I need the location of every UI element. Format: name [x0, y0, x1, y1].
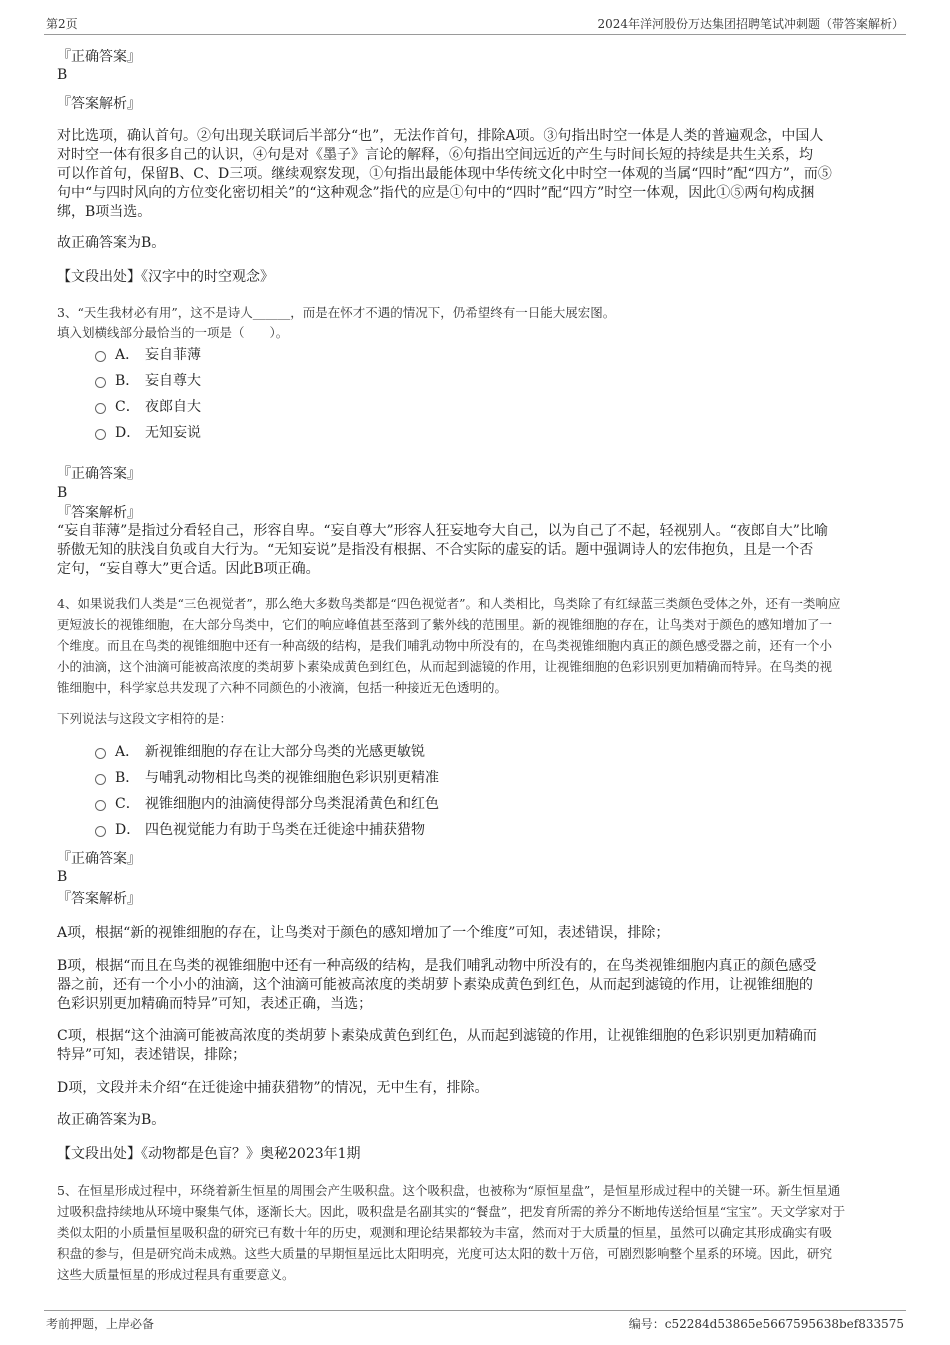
- passage-line: 过吸积盘持续地从环境中聚集气体，逐渐长大。因此，吸积盘是名副其实的“餐盘”，把发育所需的养分不断地传送给恒星“宝宝”。天文学家对于: [57, 1204, 846, 1219]
- question-stem: 3、“天生我材必有用”，这不是诗人______，而是在怀才不遇的情况下，仍希望终有一日能大展宏图。: [57, 305, 616, 320]
- radio-icon[interactable]: [95, 800, 106, 811]
- option-d[interactable]: D． 四色视觉能力有助于鸟类在迁徙途中捕获猎物: [95, 821, 425, 840]
- answer-label: 『正确答案』: [57, 49, 141, 65]
- analysis-line: 骄傲无知的肤浅自负或自大行为。“无知妄说”是指没有根据、不合实际的虚妄的话。题中强调诗人的宏伟抱负，且是一个否: [57, 542, 814, 558]
- analysis-line: 绑，B项当选。: [57, 204, 152, 220]
- analysis-label: 『答案解析』: [57, 96, 141, 112]
- question-prompt: 填入划横线部分最恰当的一项是（ ）。: [57, 325, 289, 340]
- analysis-line: 器之前，还有一个小小的油滴，这个油滴可能被高浓度的类胡萝卜素染成黄色到红色，从而起到滤镜的作用，让视锥细胞的: [57, 977, 813, 993]
- radio-icon[interactable]: [95, 351, 106, 362]
- analysis-line: 句中“与四时风向的方位变化密切相关”的“这种观念”指代的应是①句中的“四时”配“四方”时空一体观，因此①⑤两句构成捆: [57, 185, 815, 201]
- answer-value: B: [57, 869, 68, 885]
- header-divider: [44, 34, 906, 35]
- passage-line: 更短波长的视锥细胞，在大部分鸟类中，它们的响应峰值甚至落到了紫外线的范围里。新的视锥细胞的存在，让鸟类对于颜色的感知增加了一: [57, 617, 833, 632]
- analysis-label: 『答案解析』: [57, 505, 141, 521]
- answer-value: B: [57, 67, 68, 83]
- footer-slogan: 考前押题，上岸必备: [46, 1317, 155, 1331]
- analysis-line: B项，根据“而且在鸟类的视锥细胞中还有一种高级的结构，是我们哺乳动物中所没有的，在鸟类视锥细胞内真正的颜色感受: [57, 958, 817, 974]
- radio-icon[interactable]: [95, 826, 106, 837]
- option-d[interactable]: D． 无知妄说: [95, 424, 201, 443]
- radio-icon[interactable]: [95, 748, 106, 759]
- passage-line: 积盘的参与，但是研究尚未成熟。这些大质量的早期恒星远比太阳明亮，光度可达太阳的数十万倍，可剧烈影响整个星系的环境。因此，研究: [57, 1246, 833, 1261]
- radio-icon[interactable]: [95, 774, 106, 785]
- radio-icon[interactable]: [95, 403, 106, 414]
- conclusion: 故正确答案为B。: [57, 235, 166, 251]
- passage-line: 5、在恒星形成过程中，环绕着新生恒星的周围会产生吸积盘。这个吸积盘，也被称为“原恒星盘”，是恒星形成过程中的关键一环。新生恒星通: [57, 1183, 841, 1198]
- passage-line: 小的油滴，这个油滴可能被高浓度的类胡萝卜素染成黄色到红色，从而起到滤镜的作用，让视锥细胞的色彩识别更加精确而特异。在鸟类的视: [57, 659, 833, 674]
- option-b[interactable]: B． 与哺乳动物相比鸟类的视锥细胞色彩识别更精准: [95, 769, 439, 788]
- radio-icon[interactable]: [95, 429, 106, 440]
- analysis-line: 色彩识别更加精确而特异”可知，表述正确，当选；: [57, 996, 373, 1012]
- option-a[interactable]: A． 妄自菲薄: [95, 346, 201, 365]
- source-citation: 【文段出处】《汉字中的时空观念》: [57, 269, 274, 285]
- analysis-line: D项，文段并未介绍“在迁徙途中捕获猎物”的情况，无中生有，排除。: [57, 1080, 489, 1096]
- analysis-line: A项，根据“新的视锥细胞的存在，让鸟类对于颜色的感知增加了一个维度”可知，表述错误，排除；: [57, 925, 670, 941]
- document-title: 2024年洋河股份万达集团招聘笔试冲刺题（带答案解析）: [597, 17, 904, 31]
- passage-line: 个维度。而且在鸟类的视锥细胞中还有一种高级的结构，是我们哺乳动物中所没有的，在鸟类视锥细胞内真正的颜色感受器之前，还有一个小: [57, 638, 833, 653]
- conclusion: 故正确答案为B。: [57, 1112, 166, 1128]
- answer-value: B: [57, 485, 68, 501]
- analysis-label: 『答案解析』: [57, 891, 141, 907]
- analysis-line: 定句，“妄自尊大”更合适。因此B项正确。: [57, 561, 320, 577]
- radio-icon[interactable]: [95, 377, 106, 388]
- page-number: 第2页: [46, 17, 78, 31]
- analysis-line: 对比选项，确认首句。②句出现关联词后半部分“也”，无法作首句，排除A项。③句指出时空一体是人类的普遍观念，中国人: [57, 128, 824, 144]
- analysis-line: 可以作首句，保留B、C、D三项。继续观察发现，①句指出最能体现中华传统文化中时空一体观的当属“四时”配“四方”，而⑤: [57, 166, 832, 182]
- question-prompt: 下列说法与这段文字相符的是：: [57, 711, 233, 726]
- option-a[interactable]: A． 新视锥细胞的存在让大部分鸟类的光感更敏锐: [95, 743, 425, 762]
- passage-line: 类似太阳的小质量恒星吸积盘的研究已有数十年的历史，观测和理论结果都较为丰富，然而对于大质量的恒星，虽然可以确定其形成确实有吸: [57, 1225, 833, 1240]
- option-c[interactable]: C． 视锥细胞内的油滴使得部分鸟类混淆黄色和红色: [95, 795, 439, 814]
- answer-label: 『正确答案』: [57, 851, 141, 867]
- analysis-line: 特异”可知，表述错误，排除；: [57, 1047, 247, 1063]
- option-c[interactable]: C． 夜郎自大: [95, 398, 201, 417]
- footer-divider: [44, 1310, 906, 1311]
- answer-label: 『正确答案』: [57, 466, 141, 482]
- passage-line: 这些大质量恒星的形成过程具有重要意义。: [57, 1267, 295, 1282]
- source-citation: 【文段出处】《动物都是色盲？》奥秘2023年1期: [57, 1146, 361, 1162]
- passage-line: 锥细胞中，科学家总共发现了六种不同颜色的小液滴，包括一种接近无色透明的。: [57, 680, 508, 695]
- passage-line: 4、如果说我们人类是“三色视觉者”，那么绝大多数鸟类都是“四色视觉者”。和人类相比，鸟类除了有红绿蓝三类颜色受体之外，还有一类响应: [57, 596, 841, 611]
- document-id: 编号：c52284d53865e5667595638bef833575: [628, 1317, 904, 1331]
- analysis-line: 对时空一体有很多自己的认识，④句是对《墨子》言论的解释，⑥句指出空间远近的产生与时间长短的持续是共生关系，均: [57, 147, 813, 163]
- option-b[interactable]: B． 妄自尊大: [95, 372, 201, 391]
- analysis-line: C项，根据“这个油滴可能被高浓度的类胡萝卜素染成黄色到红色，从而起到滤镜的作用，让视锥细胞的色彩识别更加精确而: [57, 1028, 817, 1044]
- analysis-line: “妄自菲薄”是指过分看轻自己，形容自卑。“妄自尊大”形容人狂妄地夸大自己，以为自己了不起，轻视别人。“夜郎自大”比喻: [57, 523, 828, 539]
